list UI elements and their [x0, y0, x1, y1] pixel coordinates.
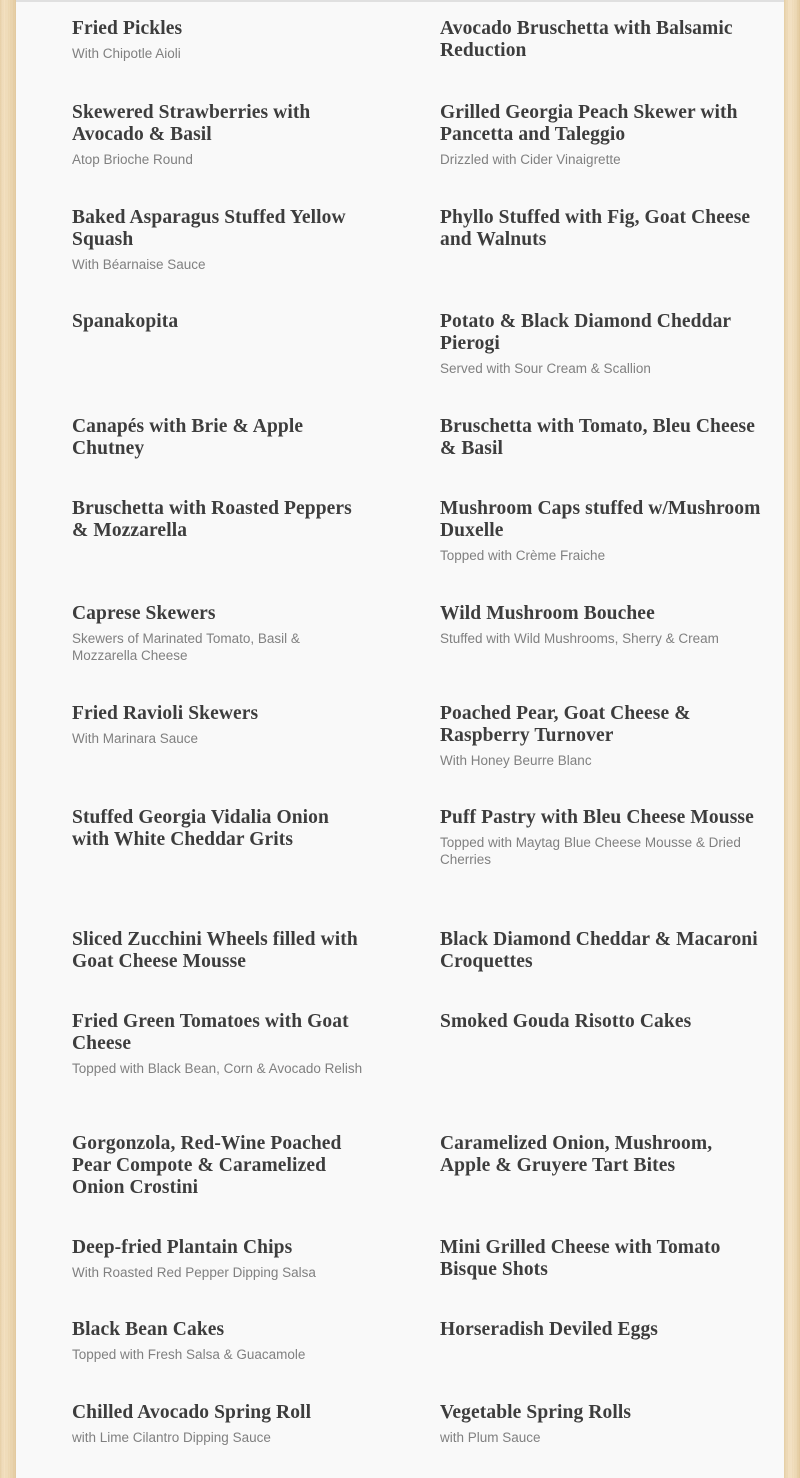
menu-item-title: Baked Asparagus Stuffed Yellow Squash	[72, 207, 346, 250]
menu-item[interactable]	[384, 807, 784, 868]
menu-row	[16, 1237, 784, 1319]
menu-item-title: Puff Pastry with Bleu Cheese Mousse	[440, 807, 754, 828]
menu-item-description: Skewers of Marinated Tomato, Basil & Mozzarella Cheese	[72, 631, 300, 663]
menu-item[interactable]	[16, 1237, 384, 1282]
menu-item-title: Skewered Strawberries with Avocado & Basil	[72, 102, 311, 145]
menu-item-title: Spanakopita	[72, 311, 179, 332]
menu-item[interactable]	[384, 416, 784, 460]
menu-item-description: Topped with Black Bean, Corn & Avocado Relish	[72, 1061, 363, 1076]
menu-row	[16, 18, 784, 102]
menu-item[interactable]	[16, 311, 384, 333]
menu-row	[16, 1319, 784, 1402]
menu-item-description: Stuffed with Wild Mushrooms, Sherry & Cream	[440, 631, 719, 646]
menu-item-title: Bruschetta with Tomato, Bleu Cheese & Basil	[440, 416, 755, 459]
menu-item[interactable]	[384, 603, 784, 648]
menu-item[interactable]	[384, 498, 784, 565]
menu-item-title: Fried Green Tomatoes with Goat Cheese	[72, 1011, 349, 1054]
menu-item[interactable]	[16, 18, 384, 63]
menu-item-title: Sliced Zucchini Wheels filled with Goat Cheese Mousse	[72, 929, 358, 972]
menu-row	[16, 1402, 784, 1470]
menu-item[interactable]	[16, 929, 384, 973]
menu-item[interactable]	[384, 1402, 784, 1447]
menu-item-description: With Marinara Sauce	[72, 731, 199, 746]
menu-item-title: Caprese Skewers	[72, 603, 216, 624]
menu-row	[16, 207, 784, 311]
menu-item[interactable]	[384, 1237, 784, 1281]
menu-item-title: Poached Pear, Goat Cheese & Raspberry Turnover	[440, 703, 691, 746]
menu-item[interactable]	[384, 1011, 784, 1033]
menu-item-title: Mushroom Caps stuffed w/Mushroom Duxelle	[440, 498, 761, 541]
menu-item-description: with Plum Sauce	[440, 1430, 541, 1445]
menu-item[interactable]	[16, 498, 384, 542]
menu-row	[16, 603, 784, 703]
menu-grid	[16, 2, 784, 1470]
menu-item[interactable]	[16, 416, 384, 460]
menu-item[interactable]	[16, 807, 384, 851]
menu-row	[16, 311, 784, 416]
menu-item-title: Fried Ravioli Skewers	[72, 703, 259, 724]
menu-item[interactable]	[16, 703, 384, 748]
menu-row	[16, 1011, 784, 1133]
menu-item-title: Avocado Bruschetta with Balsamic Reduction	[440, 18, 733, 61]
left-wood-border	[0, 0, 16, 1478]
menu-item[interactable]	[16, 1319, 384, 1364]
menu-row	[16, 929, 784, 1011]
menu-item-title: Chilled Avocado Spring Roll	[72, 1402, 312, 1423]
menu-row	[16, 807, 784, 929]
menu-item[interactable]	[16, 1011, 384, 1078]
menu-item[interactable]	[384, 703, 784, 770]
menu-row	[16, 703, 784, 807]
menu-item[interactable]	[384, 102, 784, 169]
menu-item-title: Horseradish Deviled Eggs	[440, 1319, 658, 1340]
menu-item-description: With Honey Beurre Blanc	[440, 753, 592, 768]
menu-item[interactable]	[16, 102, 384, 169]
menu-item-title: Potato & Black Diamond Cheddar Pierogi	[440, 311, 731, 354]
menu-item[interactable]	[384, 311, 784, 378]
menu-item-title: Phyllo Stuffed with Fig, Goat Cheese and Walnuts	[440, 207, 751, 250]
menu-row	[16, 416, 784, 498]
menu-item[interactable]	[16, 603, 384, 664]
menu-item-title: Fried Pickles	[72, 18, 183, 39]
menu-item[interactable]	[16, 207, 384, 274]
menu-row	[16, 102, 784, 207]
menu-item[interactable]	[384, 929, 784, 973]
menu-item-title: Caramelized Onion, Mushroom, Apple & Gruyere Tart Bites	[440, 1133, 713, 1176]
menu-item-description: Topped with Crème Fraiche	[440, 548, 606, 563]
menu-item-title: Black Bean Cakes	[72, 1319, 225, 1340]
menu-item-description: Drizzled with Cider Vinaigrette	[440, 152, 621, 167]
menu-item-title: Mini Grilled Cheese with Tomato Bisque Shots	[440, 1237, 721, 1280]
menu-row	[16, 498, 784, 603]
menu-item-description: Topped with Maytag Blue Cheese Mousse & Dried Cherries	[440, 835, 741, 867]
menu-item-title: Canapés with Brie & Apple Chutney	[72, 416, 304, 459]
menu-item-title: Black Diamond Cheddar & Macaroni Croquettes	[440, 929, 758, 972]
menu-item[interactable]	[384, 1319, 784, 1341]
menu-item[interactable]	[16, 1133, 384, 1199]
menu-item-title: Smoked Gouda Risotto Cakes	[440, 1011, 692, 1032]
menu-item-description: with Lime Cilantro Dipping Sauce	[72, 1430, 271, 1445]
right-wood-border	[784, 0, 800, 1478]
menu-item[interactable]	[384, 18, 784, 62]
menu-item-title: Stuffed Georgia Vidalia Onion with White Cheddar Grits	[72, 807, 329, 850]
menu-item-description: With Chipotle Aioli	[72, 46, 181, 61]
menu-item[interactable]	[16, 1402, 384, 1447]
menu-item-title: Grilled Georgia Peach Skewer with Pancetta and Taleggio	[440, 102, 738, 145]
menu-item-description: Topped with Fresh Salsa & Guacamole	[72, 1347, 306, 1362]
menu-item-description: Served with Sour Cream & Scallion	[440, 361, 651, 376]
menu-item-title: Gorgonzola, Red-Wine Poached Pear Compote & Caramelized Onion Crostini	[72, 1133, 342, 1198]
menu-item-title: Vegetable Spring Rolls	[440, 1402, 632, 1423]
menu-item[interactable]	[384, 207, 784, 251]
menu-sheet	[16, 0, 784, 1478]
menu-item-title: Bruschetta with Roasted Peppers & Mozzarella	[72, 498, 352, 541]
menu-item-description: Atop Brioche Round	[72, 152, 193, 167]
menu-item-description: With Roasted Red Pepper Dipping Salsa	[72, 1265, 316, 1280]
menu-row	[16, 1133, 784, 1237]
menu-item-title: Wild Mushroom Bouchee	[440, 603, 655, 624]
menu-item-title: Deep-fried Plantain Chips	[72, 1237, 293, 1258]
menu-item[interactable]	[384, 1133, 784, 1177]
menu-item-description: With Béarnaise Sauce	[72, 257, 206, 272]
